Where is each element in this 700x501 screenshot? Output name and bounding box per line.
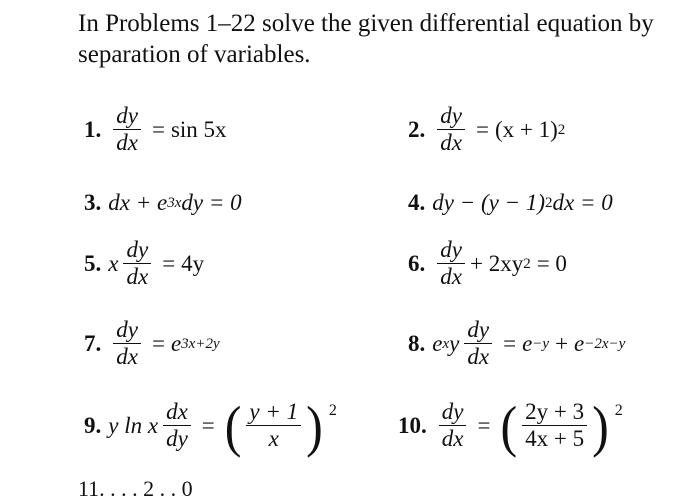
fraction-denominator: dx: [441, 426, 464, 452]
fraction: [522, 400, 587, 451]
rhs: sin 5x: [170, 116, 227, 142]
problem-number: 8.: [408, 330, 426, 356]
fraction-denominator: dx: [440, 130, 462, 156]
fraction-denominator: dx: [116, 344, 138, 370]
fraction-numerator: dy: [437, 104, 465, 130]
fraction-numerator: dy: [464, 318, 492, 344]
problem-4: 4. dy − (y − 1) 2 dx = 0: [408, 190, 613, 215]
equals-sign: =: [162, 250, 176, 276]
problem-1: [84, 104, 227, 155]
fraction-numerator: dy: [123, 238, 151, 264]
fraction: [123, 238, 151, 289]
problem-number: 2.: [408, 116, 426, 142]
expression-part: dy − (y − 1): [432, 190, 546, 215]
prefix: y: [449, 330, 460, 356]
problem-number: 6.: [408, 250, 426, 276]
fraction-denominator: dy: [166, 426, 188, 452]
term: e: [522, 330, 533, 356]
left-paren: (: [224, 393, 242, 458]
prefix: e: [432, 330, 443, 356]
fraction-numerator: dy: [113, 318, 141, 344]
problem-number: 5.: [84, 250, 102, 276]
exponent: 2: [614, 402, 623, 419]
fraction-denominator: 4x + 5: [525, 426, 585, 452]
fraction-denominator: dx: [440, 264, 462, 290]
problem-9: [84, 393, 337, 458]
problem-8: 8. e x y $\frac{dy}{dx}$ = e −y + e −2x−y: [408, 317, 626, 370]
problem-7: 7. $\frac{dy}{dx}$ = e 3x+2y: [84, 317, 220, 370]
problem-number: 3.: [84, 190, 102, 215]
fraction-numerator: y + 1: [246, 400, 301, 426]
fraction-denominator: dx: [467, 344, 490, 370]
fraction-denominator: x: [268, 426, 279, 452]
rhs: e: [170, 330, 182, 356]
parenthesized-fraction: [224, 393, 337, 458]
fraction: [439, 400, 467, 451]
expression-part: dx + e: [108, 190, 168, 215]
fraction: [464, 318, 492, 369]
plus-sign: +: [555, 330, 569, 356]
expression-part: dy = 0: [181, 190, 242, 215]
term: e: [574, 330, 585, 356]
expression-tail: = 0: [536, 250, 567, 276]
fraction: [437, 238, 465, 289]
cut-off-next-line: 11. . . . 2 . . 0: [78, 476, 193, 501]
equals-sign: =: [503, 330, 517, 356]
equals-sign: =: [151, 116, 165, 142]
fraction-denominator: dx: [126, 264, 149, 290]
left-paren: (: [500, 393, 518, 458]
prefix: y ln x: [108, 412, 159, 438]
rhs: (x + 1): [494, 116, 558, 142]
fraction-numerator: 2y + 3: [522, 400, 587, 426]
equals-sign: =: [201, 412, 215, 438]
problem-number: 4.: [408, 190, 426, 215]
fraction-numerator: dy: [113, 104, 141, 130]
fraction: [113, 104, 141, 155]
problem-number: 1.: [84, 116, 102, 142]
exponent: 2: [328, 402, 337, 419]
fraction: [246, 400, 301, 451]
fraction-numerator: dy: [439, 400, 467, 426]
expression-part: + 2xy: [469, 250, 524, 276]
instructions-text: In Problems 1–22 solve the given differential equation by separation of variables.: [78, 10, 654, 68]
problem-2: 2. $\frac{dy}{dx}$ = (x + 1) 2: [408, 103, 566, 156]
problem-5: [84, 238, 204, 289]
right-paren: ): [306, 393, 323, 458]
expression-part: dx = 0: [552, 190, 613, 215]
problem-number: 9.: [84, 412, 102, 438]
fraction: [163, 400, 191, 451]
fraction: [113, 318, 141, 369]
equals-sign: =: [475, 116, 489, 142]
fraction-numerator: dx: [163, 400, 191, 426]
right-paren: ): [592, 393, 609, 458]
problem-number: 7.: [84, 330, 102, 356]
problem-10: [398, 393, 623, 458]
equals-sign: =: [151, 330, 165, 356]
prefix: x: [108, 250, 119, 276]
fraction-denominator: dx: [116, 130, 138, 156]
equals-sign: =: [477, 412, 491, 438]
problem-6: 6. $\frac{dy}{dx}$ + 2xy 2 = 0: [408, 237, 567, 290]
parenthesized-fraction: [500, 393, 623, 458]
problem-3: 3. dx + e 3x dy = 0: [84, 190, 242, 215]
fraction-numerator: dy: [437, 238, 465, 264]
problem-number: 10.: [398, 412, 427, 438]
rhs: 4y: [181, 250, 205, 276]
fraction: [437, 104, 465, 155]
